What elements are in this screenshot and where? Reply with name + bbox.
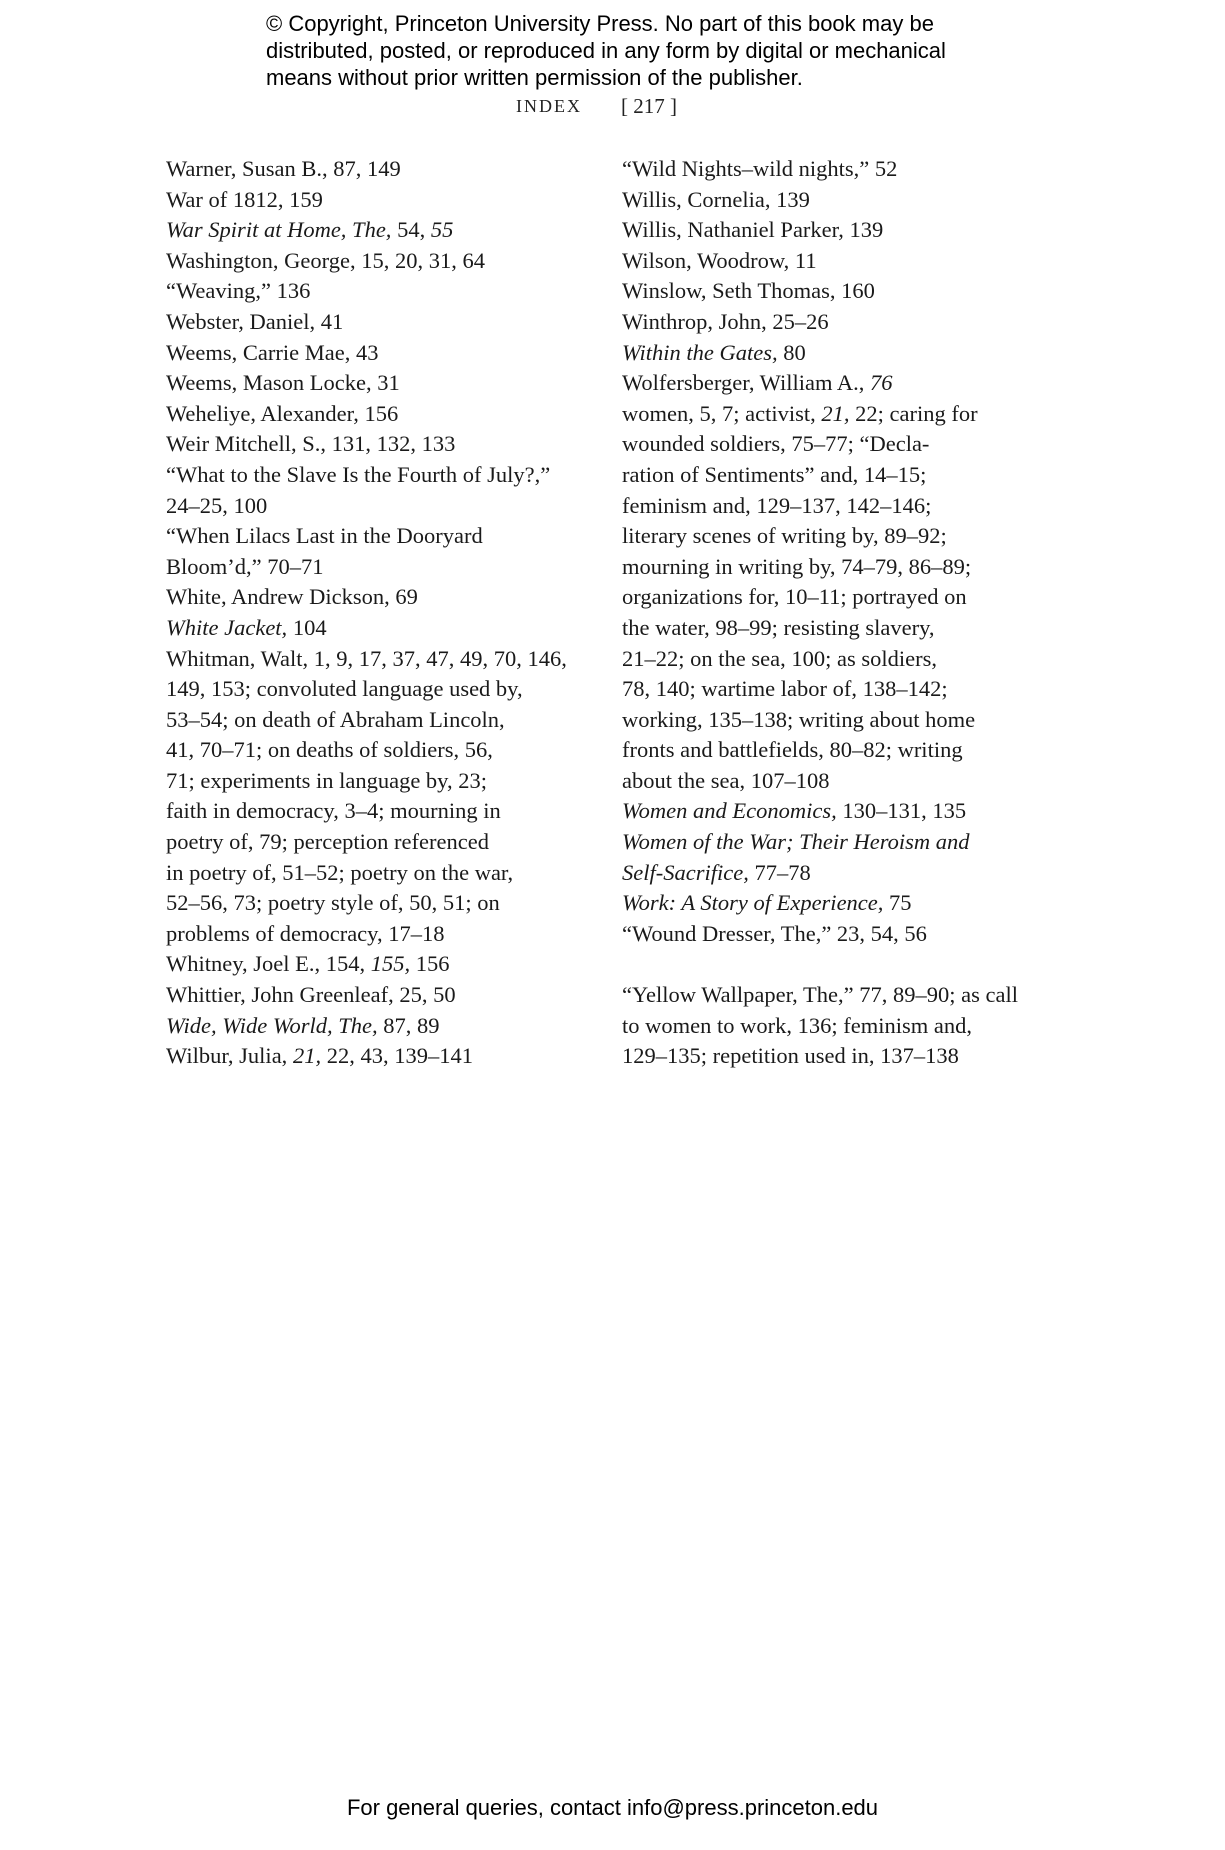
index-entry-text: Whitney, Joel E., 154, [166,951,371,977]
contact-footer: For general queries, contact info@press.princeton.edu [346,1795,879,1820]
index-entry-text: Bloom’d,” 70–71 [166,553,324,579]
index-entry-line [622,246,1052,277]
index-entry-text: 129–135; repetition used in, 137–138 [622,1043,959,1069]
index-entry-line [166,766,596,797]
index-entry-italic-text: Wide, Wide World, The, [166,1012,378,1038]
index-entry-line [166,1011,596,1042]
index-entry-text: 41, 70–71; on deaths of soldiers, 56, [166,737,493,763]
index-entry-line [622,552,1052,583]
index-entry-text: Webster, Daniel, 41 [166,308,344,334]
index-entry-line [166,521,596,552]
index-entry [622,827,1052,888]
index-entry-text: 80 [777,339,806,365]
index-entry-italic-text: Within the Gates, [622,339,778,365]
index-entry-text: 156 [410,951,450,977]
index-entry-text: 149, 153; convoluted language used by, [166,676,523,702]
index-entry-line [622,399,1052,430]
index-entry-italic-text: 55 [430,217,454,243]
index-entry-text: 53–54; on death of Abraham Lincoln, [166,706,505,732]
index-entry-text: Whittier, John Greenleaf, 25, 50 [166,982,456,1008]
index-entry-text: Winthrop, John, 25–26 [622,308,829,334]
index-entry-line [166,246,596,277]
index-entry-text: 22, 43, 139–141 [321,1043,473,1069]
index-entry [622,919,1052,950]
index-entry-text: 24–25, 100 [166,492,268,518]
index-entry [166,276,596,307]
index-entry [166,644,596,950]
index-entry-text: working, 135–138; writing about home [622,706,976,732]
index-entry [622,185,1052,216]
index-entry-line [622,491,1052,522]
index-entry-line [166,674,596,705]
index-entry-text: 78, 140; wartime labor of, 138–142; [622,676,948,702]
index-entry-line [166,613,596,644]
index-entry-italic-text: Women and Economics, [622,798,837,824]
index-entry [166,1011,596,1042]
index-entry-text: Warner, Susan B., 87, 149 [166,156,401,181]
index-entry [166,1041,596,1072]
index-entry-text: Wilson, Woodrow, 11 [622,247,817,273]
index-entry-text: 87, 89 [377,1012,440,1038]
index-column-left [166,154,596,1072]
index-entry [166,154,596,185]
index-entry-line [622,919,1052,950]
index-entry [622,338,1052,369]
index-entry-line [622,705,1052,736]
index-entry-text: 77–78 [748,859,811,885]
index-entry-text: “Wild Nights–wild nights,” 52 [622,156,898,181]
index-entry-text: 71; experiments in language by, 23; [166,767,487,793]
index-entry [166,368,596,399]
index-entry-line [622,582,1052,613]
index-entry-text: Wolfersberger, William A., [622,370,870,396]
index-entry-italic-text: Women of the War; Their Heroism and [622,829,970,855]
index-entry-text: 21–22; on the sea, 100; as soldiers, [622,645,937,671]
index-entry-text: 54, [391,217,431,243]
index-entry [622,888,1052,919]
index-entry-italic-text: 155, [370,951,411,977]
index-entry-line [622,796,1052,827]
index-entry-line [622,1011,1052,1042]
index-entry-line [166,552,596,583]
index-entry-line [622,613,1052,644]
index-entry-line [166,735,596,766]
index-entry-text: organizations for, 10–11; portrayed on [622,584,967,610]
index-entry-italic-text: Work: A Story of Experience, [622,890,884,916]
index-entry-line [622,674,1052,705]
index-entry-text: 52–56, 73; poetry style of, 50, 51; on [166,890,500,916]
index-entry-text: to women to work, 136; feminism and, [622,1012,972,1038]
index-entry [622,796,1052,827]
index-entry [166,521,596,582]
copyright-line: © Copyright, Princeton University Press. No part of this book may be [266,11,934,36]
index-entry-line [166,1041,596,1072]
index-entry-text: 75 [883,890,912,916]
index-entry-line [622,460,1052,491]
index-entry-line [166,980,596,1011]
section-label: INDEX [516,96,582,116]
index-entry [166,949,596,980]
index-entry-text: White, Andrew Dickson, 69 [166,584,418,610]
index-entry-line [622,368,1052,399]
index-entry-text: problems of democracy, 17–18 [166,920,445,946]
index-entry-italic-text: 21, [821,400,850,426]
index-entry-line [622,735,1052,766]
copyright-line: distributed, posted, or reproduced in any form by digital or mechanical [266,38,946,63]
index-entry-text: faith in democracy, 3–4; mourning in [166,798,501,824]
index-entry [166,980,596,1011]
index-entry-line [166,888,596,919]
index-entry [166,215,596,246]
index-entry-text: Whitman, Walt, 1, 9, 17, 37, 47, 49, 70, 146, [166,645,567,671]
index-entry-italic-text: Self-Sacrifice, [622,859,749,885]
index-entry-text: ration of Sentiments” and, 14–15; [622,461,927,487]
index-entry [622,276,1052,307]
index-entry-text: literary scenes of writing by, 89–92; [622,523,947,549]
index-entry-text: War of 1812, 159 [166,186,323,212]
index-entry-italic-text: White Jacket, [166,614,288,640]
index-entry-line [166,154,596,185]
copyright-notice [266,10,1026,91]
index-entry-line [166,796,596,827]
index-entry-line [166,705,596,736]
index-entry-line [622,185,1052,216]
index-entry-line [622,858,1052,889]
index-entry-text: feminism and, 129–137, 142–146; [622,492,932,518]
copyright-line: means without prior written permission of the publisher. [266,65,803,90]
index-entry-line [166,338,596,369]
index-entry-text: the water, 98–99; resisting slavery, [622,614,935,640]
index-entry-text: 130–131, 135 [836,798,967,824]
index-entry-line [166,429,596,460]
index-entry [166,338,596,369]
index-entry-text: “What to the Slave Is the Fourth of July?,” [166,461,551,487]
index-entry [166,185,596,216]
index-entry-text: 104 [287,614,327,640]
index-entry-text: in poetry of, 51–52; poetry on the war, [166,859,514,885]
index-entry-line [622,888,1052,919]
index-entry-text: “Weaving,” 136 [166,278,311,304]
index-entry-line [166,491,596,522]
index-entry-line [622,766,1052,797]
index-entry-line [166,399,596,430]
index-entry [622,368,1052,399]
index-entry [166,460,596,521]
index-entry [622,154,1052,185]
index-entry [622,215,1052,246]
index-entry-line [622,980,1052,1011]
index-entry-text: Weems, Carrie Mae, 43 [166,339,379,365]
index-entry [166,399,596,430]
index-entry-line [622,429,1052,460]
index-entry [166,613,596,644]
index-entry-line [166,368,596,399]
index-entry [166,582,596,613]
index-entry-line [166,644,596,675]
index-entry-text: Weems, Mason Locke, 31 [166,370,400,396]
index-entry-line [622,338,1052,369]
index-entry-text: 22; caring for [849,400,978,426]
index-entry-line [166,858,596,889]
index-entry-line [166,307,596,338]
index-entry-line [622,644,1052,675]
index-entry-italic-text: 21, [292,1043,322,1069]
index-entry-text: “Yellow Wallpaper, The,” 77, 89–90; as call [622,982,1018,1008]
index-entry-italic-text: War Spirit at Home, The, [166,217,392,243]
index-entry-line [622,1041,1052,1072]
index-entry-text: Weheliye, Alexander, 156 [166,400,399,426]
index-entry-line [622,827,1052,858]
index-entry-line [622,154,1052,185]
index-entry-line [622,307,1052,338]
index-entry-text: Willis, Cornelia, 139 [622,186,810,212]
index-entry-text: Weir Mitchell, S., 131, 132, 133 [166,431,456,457]
index-column-right [622,154,1052,1072]
index-entry-line [166,919,596,950]
index-entry [166,429,596,460]
index-entry-line [622,215,1052,246]
index-entry [622,246,1052,277]
index-entry-text: fronts and battlefields, 80–82; writing [622,737,963,763]
index-entry-text: “Wound Dresser, The,” 23, 54, 56 [622,920,927,946]
index-entry-text: Willis, Nathaniel Parker, 139 [622,217,884,243]
page-number: [ 217 ] [621,94,677,118]
index-entry-text: about the sea, 107–108 [622,767,830,793]
index-entry [166,246,596,277]
index-entry [622,399,1052,797]
index-entry-line [622,276,1052,307]
index-entry-text: Winslow, Seth Thomas, 160 [622,278,875,304]
index-entry-line [622,521,1052,552]
index-entry [622,307,1052,338]
index-entry-text: “When Lilacs Last in the Dooryard [166,523,483,549]
index-entry-line [166,215,596,246]
index-entry-text: Washington, George, 15, 20, 31, 64 [166,247,485,273]
index-entry-text: women, 5, 7; activist, [622,400,822,426]
index-entry-text: Wilbur, Julia, [166,1043,293,1069]
index-entry-line [166,185,596,216]
index-entry-line [166,460,596,491]
index-entry-text: mourning in writing by, 74–79, 86–89; [622,553,972,579]
index-entry-line [166,949,596,980]
index-entry [622,980,1052,1072]
index-entry-text: poetry of, 79; perception referenced [166,829,489,855]
index-entry-italic-text: 76 [870,370,893,396]
index-entry-text: wounded soldiers, 75–77; “Decla- [622,431,930,457]
index-entry [166,307,596,338]
index-entry-line [166,582,596,613]
index-entry-line [166,827,596,858]
index-entry-line [166,276,596,307]
